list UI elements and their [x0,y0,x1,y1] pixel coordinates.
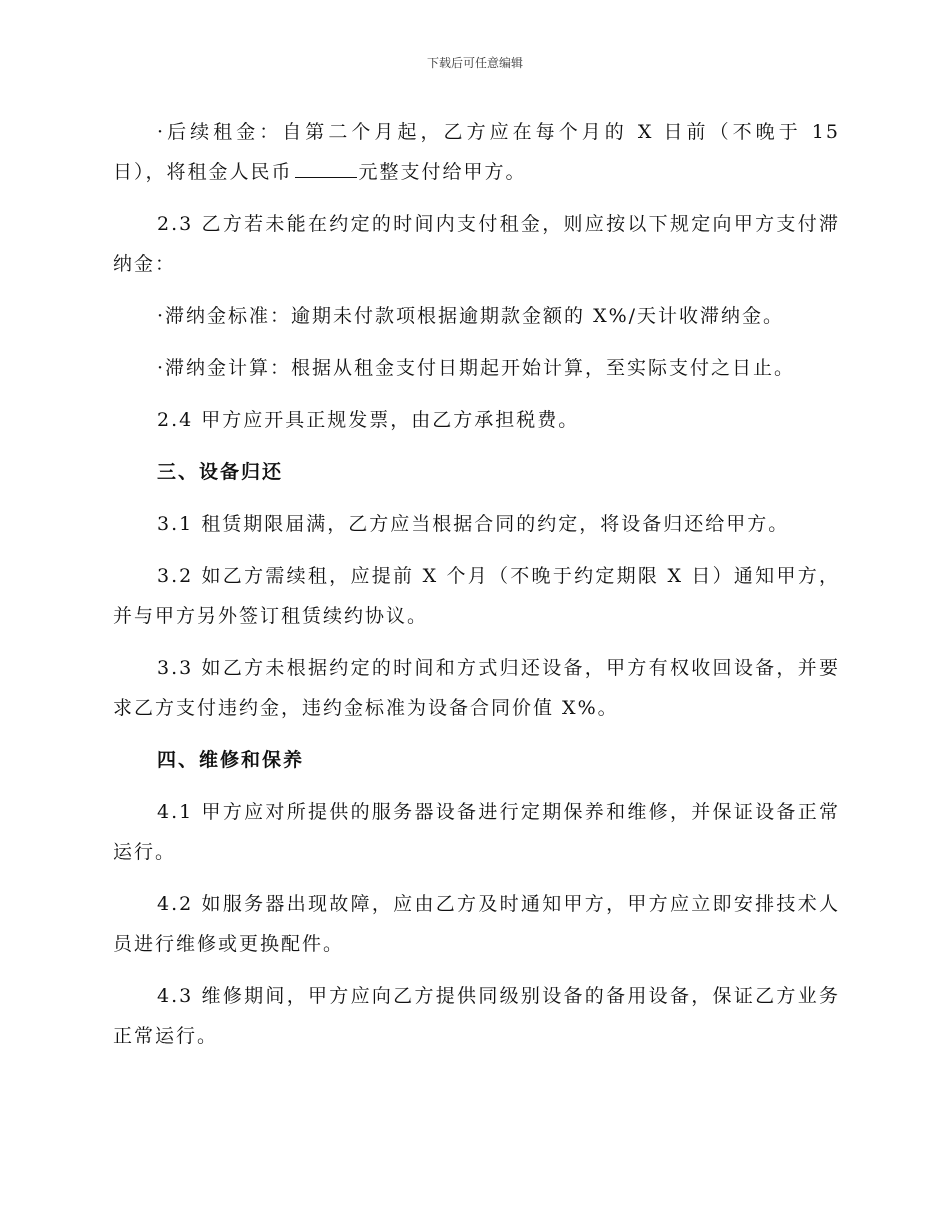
paragraph-2-4: 2.4 甲方应开具正规发票，由乙方承担税费。 [157,409,580,431]
paragraph-text-end: 元整支付给甲方。 [358,161,527,183]
paragraph-4-1: 4.1 甲方应对所提供的服务器设备进行定期保养和维修，并保证设备正常运行。 [113,801,840,863]
paragraph-4-2: 4.2 如服务器出现故障，应由乙方及时通知甲方，甲方应立即安排技术人员进行维修或更换配件。 [113,893,840,955]
document-body [113,112,840,1068]
section-title-equipment-return: 三、设备归还 [157,461,284,483]
paragraph-late-fee-calculation: ·滞纳金计算：根据从租金支付日期起开始计算，至实际支付之日止。 [157,357,796,379]
page-header: 下载后可任意编辑 [426,56,523,70]
paragraph-text-start: ·后续租金：自第二个月起，乙方应在每个月的 X 日前（不晚于 15 日），将租金人民币 [113,121,840,183]
section-title-maintenance: 四、维修和保养 [157,749,305,771]
paragraph-4-3: 4.3 维修期间，甲方应向乙方提供同级别设备的备用设备，保证乙方业务正常运行。 [113,985,840,1047]
paragraph-2-3: 2.3 乙方若未能在约定的时间内支付租金，则应按以下规定向甲方支付滞纳金： [113,213,840,275]
paragraph-3-3: 3.3 如乙方未根据约定的时间和方式归还设备，甲方有权收回设备，并要求乙方支付违约金，违约金标准为设备合同价值 X%。 [113,657,840,719]
paragraph-late-fee-standard: ·滞纳金标准：逾期未付款项根据逾期款金额的 X%/天计收滞纳金。 [157,305,785,327]
paragraph-3-1: 3.1 租赁期限届满，乙方应当根据合同的约定，将设备归还给甲方。 [157,513,790,535]
paragraph-3-2: 3.2 如乙方需续租，应提前 X 个月（不晚于约定期限 X 日）通知甲方，并与甲方另外签订租赁续约协议。 [113,565,840,627]
amount-blank-line [295,157,357,178]
paragraph-subsequent-rent [113,112,840,192]
